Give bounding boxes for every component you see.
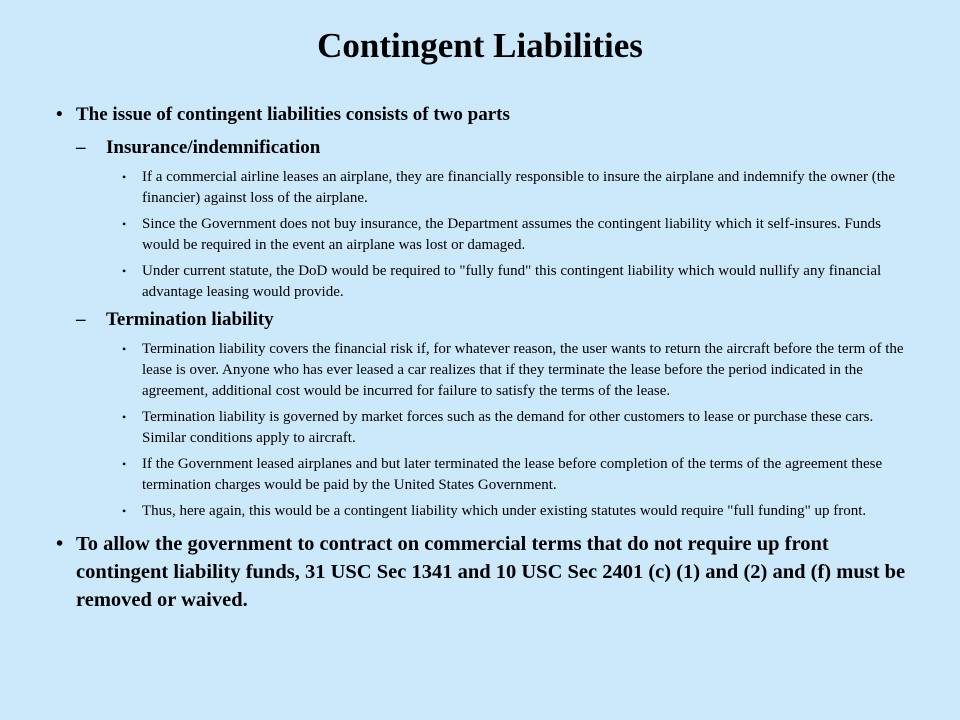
section-heading-text: Insurance/indemnification: [106, 137, 321, 158]
section-heading-text: Termination liability: [106, 309, 274, 330]
insurance-point-text: If a commercial airline leases an airplane, they are financially responsible to insure the airplane and indemnify the owner (the financier) against loss of the airplane.: [142, 169, 896, 206]
slide-title: Contingent Liabilities: [317, 26, 643, 65]
bullet-icon: •: [122, 342, 127, 356]
insurance-point: [56, 261, 912, 303]
termination-point: [56, 454, 912, 496]
dash-icon: –: [76, 309, 86, 330]
termination-point: [56, 407, 912, 449]
insurance-point: [56, 167, 912, 209]
dash-icon: –: [76, 137, 86, 158]
closing-bullet-text: To allow the government to contract on commercial terms that do not require up front contingent liability funds, 31 USC Sec 1341 and 10 USC Sec 2401 (c) (1) and (2) and (f) must be removed or waived.: [76, 533, 906, 611]
bullet-icon: •: [122, 457, 127, 471]
termination-point-text: Termination liability covers the financial risk if, for whatever reason, the user wants to return the aircraft before the term of the lease is over. Anyone who has ever leased a car realizes that if they terminate the lease before the period indicated in the agreement, additional cost would be incurred for failure to satisfy the terms of the lease.: [142, 341, 904, 399]
termination-point: [56, 501, 912, 522]
bullet-icon: •: [122, 264, 127, 278]
intro-bullet-text: The issue of contingent liabilities consists of two parts: [76, 104, 510, 125]
bullet-icon: •: [56, 104, 63, 125]
termination-point-text: Termination liability is governed by market forces such as the demand for other customers to lease or purchase these cars. Similar conditions apply to aircraft.: [142, 409, 874, 446]
bullet-icon: •: [122, 410, 127, 424]
closing-bullet: [56, 530, 916, 614]
bullet-icon: •: [122, 170, 127, 184]
insurance-point-text: Under current statute, the DoD would be required to "fully fund" this contingent liability which would nullify any financial advantage leasing would provide.: [142, 263, 882, 300]
section-heading-insurance: [56, 136, 916, 160]
insurance-point-text: Since the Government does not buy insurance, the Department assumes the contingent liability which it self-insures. Funds would be required in the event an airplane was lost or damaged.: [142, 216, 882, 253]
intro-bullet: [56, 102, 916, 127]
slide-content: [56, 102, 916, 623]
termination-point-text: Thus, here again, this would be a contingent liability which under existing statutes would require "full funding" up front.: [142, 503, 867, 519]
termination-point: [56, 339, 912, 402]
insurance-point: [56, 214, 912, 256]
termination-point-text: If the Government leased airplanes and but later terminated the lease before completion of the terms of the agreement these termination charges would be paid by the United States Government.: [142, 456, 883, 493]
bullet-icon: •: [122, 217, 127, 231]
bullet-icon: •: [56, 533, 64, 555]
bullet-icon: •: [122, 504, 127, 518]
section-heading-termination: [56, 308, 916, 332]
